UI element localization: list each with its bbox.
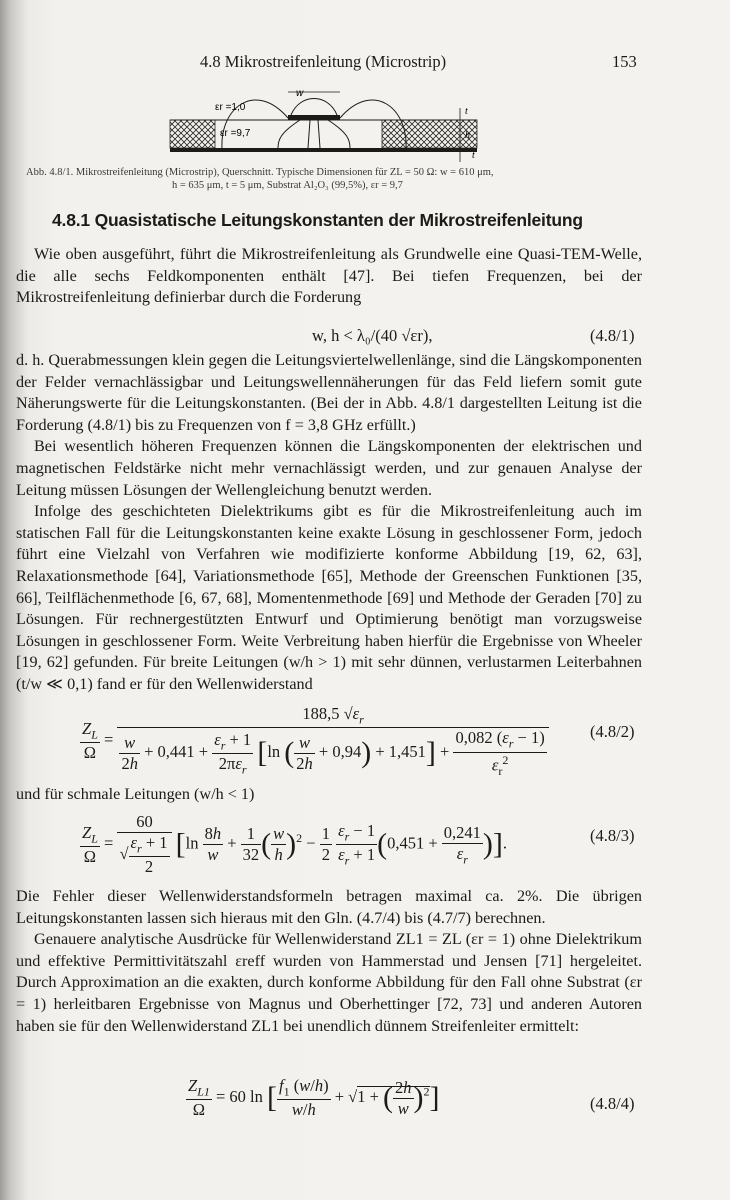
paragraph-1 [16, 244, 642, 309]
h-label: h [465, 130, 470, 141]
paragraph-2-text: d. h. Querabmessungen klein gegen die Leitungsviertelwellenlänge, sind die Längskomponenten der Felder vernachlässigbar und Leitungswellennäherungen für das Feld liefern somit gute Näherungswerte für die Leitungskonstanten. (Bei der in Abb. 4.8/1 dargestellten Leitung ist die Forderung (4.8/1) bis zu Frequenzen von f = 3,8 GHz erfüllt.) [16, 351, 642, 434]
caption-line-1: Abb. 4.8/1. Mikrostreifenleitung (Microstrip), Querschnitt. Typische Dimensionen für ZL = 50 Ω: w = 610 μm, [26, 167, 494, 178]
paragraph-6-text: Die Fehler dieser Wellenwiderstandsformeln betragen maximal ca. 2%. Die übrigen Leitungskonstanten lassen sich hieraus mit den Gln. (4.7/4) bis (4.7/7) berechnen. [16, 887, 642, 927]
paragraph-5-text: und für schmale Leitungen (w/h < 1) [16, 785, 255, 803]
equation-4-8-3: $\frac{Z_L}{\Omega}$ = 60 √ $\frac{\varepsilon_r + 1}{2}$ [ln $\frac{8h}{w}$ + $\frac{1}{32}$ ( $\frac{w}{h}$ )$^2$ − $\frac{1}{2}$ $\frac{\varepsilon_r - 1}{\varepsilon_r + 1}$ (0,451 + $\frac{0,241}{\varepsilon_r}$ )]. [82, 812, 508, 877]
caption-line-2: h = 635 μm, t = 5 μm, Substrat Al₂O₃ (99,5%), εr = 9,7 [172, 180, 403, 191]
paragraph-4-text: Infolge des geschichteten Dielektrikums gibt es für die Mikrostreifenleitung auch im statischen Fall für die Leitungskonstanten keine exakte Lösung in geschlossener Form, jedoch führt eine Vielzahl von Verfahren wie modifizierte konforme Abbildung [19, 62, 63], Relaxationsmethode [64], Variationsmethode [65], Methode der Greenschen Funktionen [35, 66], Teilflächenmethode [6, 67, 68], Momentenmethode [69] und Methode der Geraden [70] zu Lösungen. Für rechnergestützten Entwurf und Optimierung benötigt man vorzugsweise Lösungen in geschlossener Form. Weite Verbreitung haben hierfür die Ergebnisse von Wheeler [19, 62] gefunden. Für breite Leitungen (w/h > 1) mit sehr dünnen, verlustarmen Leiterbahnen (t/w ≪ 0,1) fand er für den Wellenwiderstand [16, 502, 642, 693]
page-number: 153 [612, 52, 637, 71]
t-label-bottom: t [472, 150, 475, 161]
equation-4-8-1: w, h < λ₀/(40 √εr), [312, 326, 433, 345]
eps-top-label: εr =1,0 [215, 102, 246, 113]
equation-number-4-8-3: (4.8/3) [590, 826, 635, 845]
paragraph-3-text: Bei wesentlich höheren Frequenzen können die Längskomponenten der elektrischen und magnetischen Feldstärke nicht mehr vernachlässigt werden, und zur genauen Analyse der Leitung müssen Lösungen der Wellengleichung benutzt werden. [16, 437, 642, 499]
microstrip-cross-section-figure [160, 88, 490, 166]
w-label: w [296, 88, 304, 99]
equation-number-4-8-2: (4.8/2) [590, 722, 635, 741]
paragraph-5 [16, 784, 642, 806]
paragraph-7-text: Genauere analytische Ausdrücke für Wellenwiderstand ZL1 = ZL (εr = 1) ohne Dielektrikum und effektive Permittivitätszahl εreff wurden von Hammerstad und Jensen [71] hergeleitet. Durch Approximation an die exakten, durch konforme Abbildung für den Fall ohne Substrat (εr = 1) herleitbaren Ergebnisse von Magnus und Oberhettinger [72, 73] und anderen Autoren haben sie für den Wellenwiderstand ZL1 bei unendlich dünnem Streifenleiter ermittelt: [16, 930, 642, 1035]
equation-number-4-8-4: (4.8/4) [590, 1094, 635, 1113]
section-heading: 4.8.1 Quasistatische Leitungskonstanten der Mikrostreifenleitung [52, 210, 583, 230]
eps-bottom-label: εr =9,7 [220, 128, 251, 139]
equation-number-4-8-1: (4.8/1) [590, 326, 635, 345]
t-label-top: t [465, 106, 468, 117]
paragraph-1-text: Wie oben ausgeführt, führt die Mikrostreifenleitung als Grundwelle eine Quasi-TEM-Welle, die alle sechs Feldkomponenten enthält [47]. Bei tiefen Frequenzen, bei der Mikrostreifenleitung definierbar durch die Forderung [16, 245, 642, 307]
paragraph-6 [16, 886, 642, 1037]
paragraph-2 [16, 350, 642, 696]
figure-caption [26, 166, 666, 192]
equation-4-8-2: $\frac{Z_L}{\Omega}$ = 188,5 $√\varepsilon_r$ $\frac{w}{2h}$ + 0,441 + $\frac{\varepsilon_r + 1}{2\pi\varepsilon_r}$ [ln ( $\frac{w}{2h}$ + 0,94) + 1,451] + $\frac{0,082 (\varepsilon_r - 1)}{\varepsilon_r^2}$ [80, 704, 549, 778]
running-header: 4.8 Mikrostreifenleitung (Microstrip) [200, 52, 447, 71]
equation-4-8-4: $\frac{Z_{L1}}{\Omega}$ = 60 ln [ $\frac{f_1 (w/h)}{w/h}$ + √1 + ( $\frac{2h}{w}$ )$^2$] [188, 1076, 440, 1120]
